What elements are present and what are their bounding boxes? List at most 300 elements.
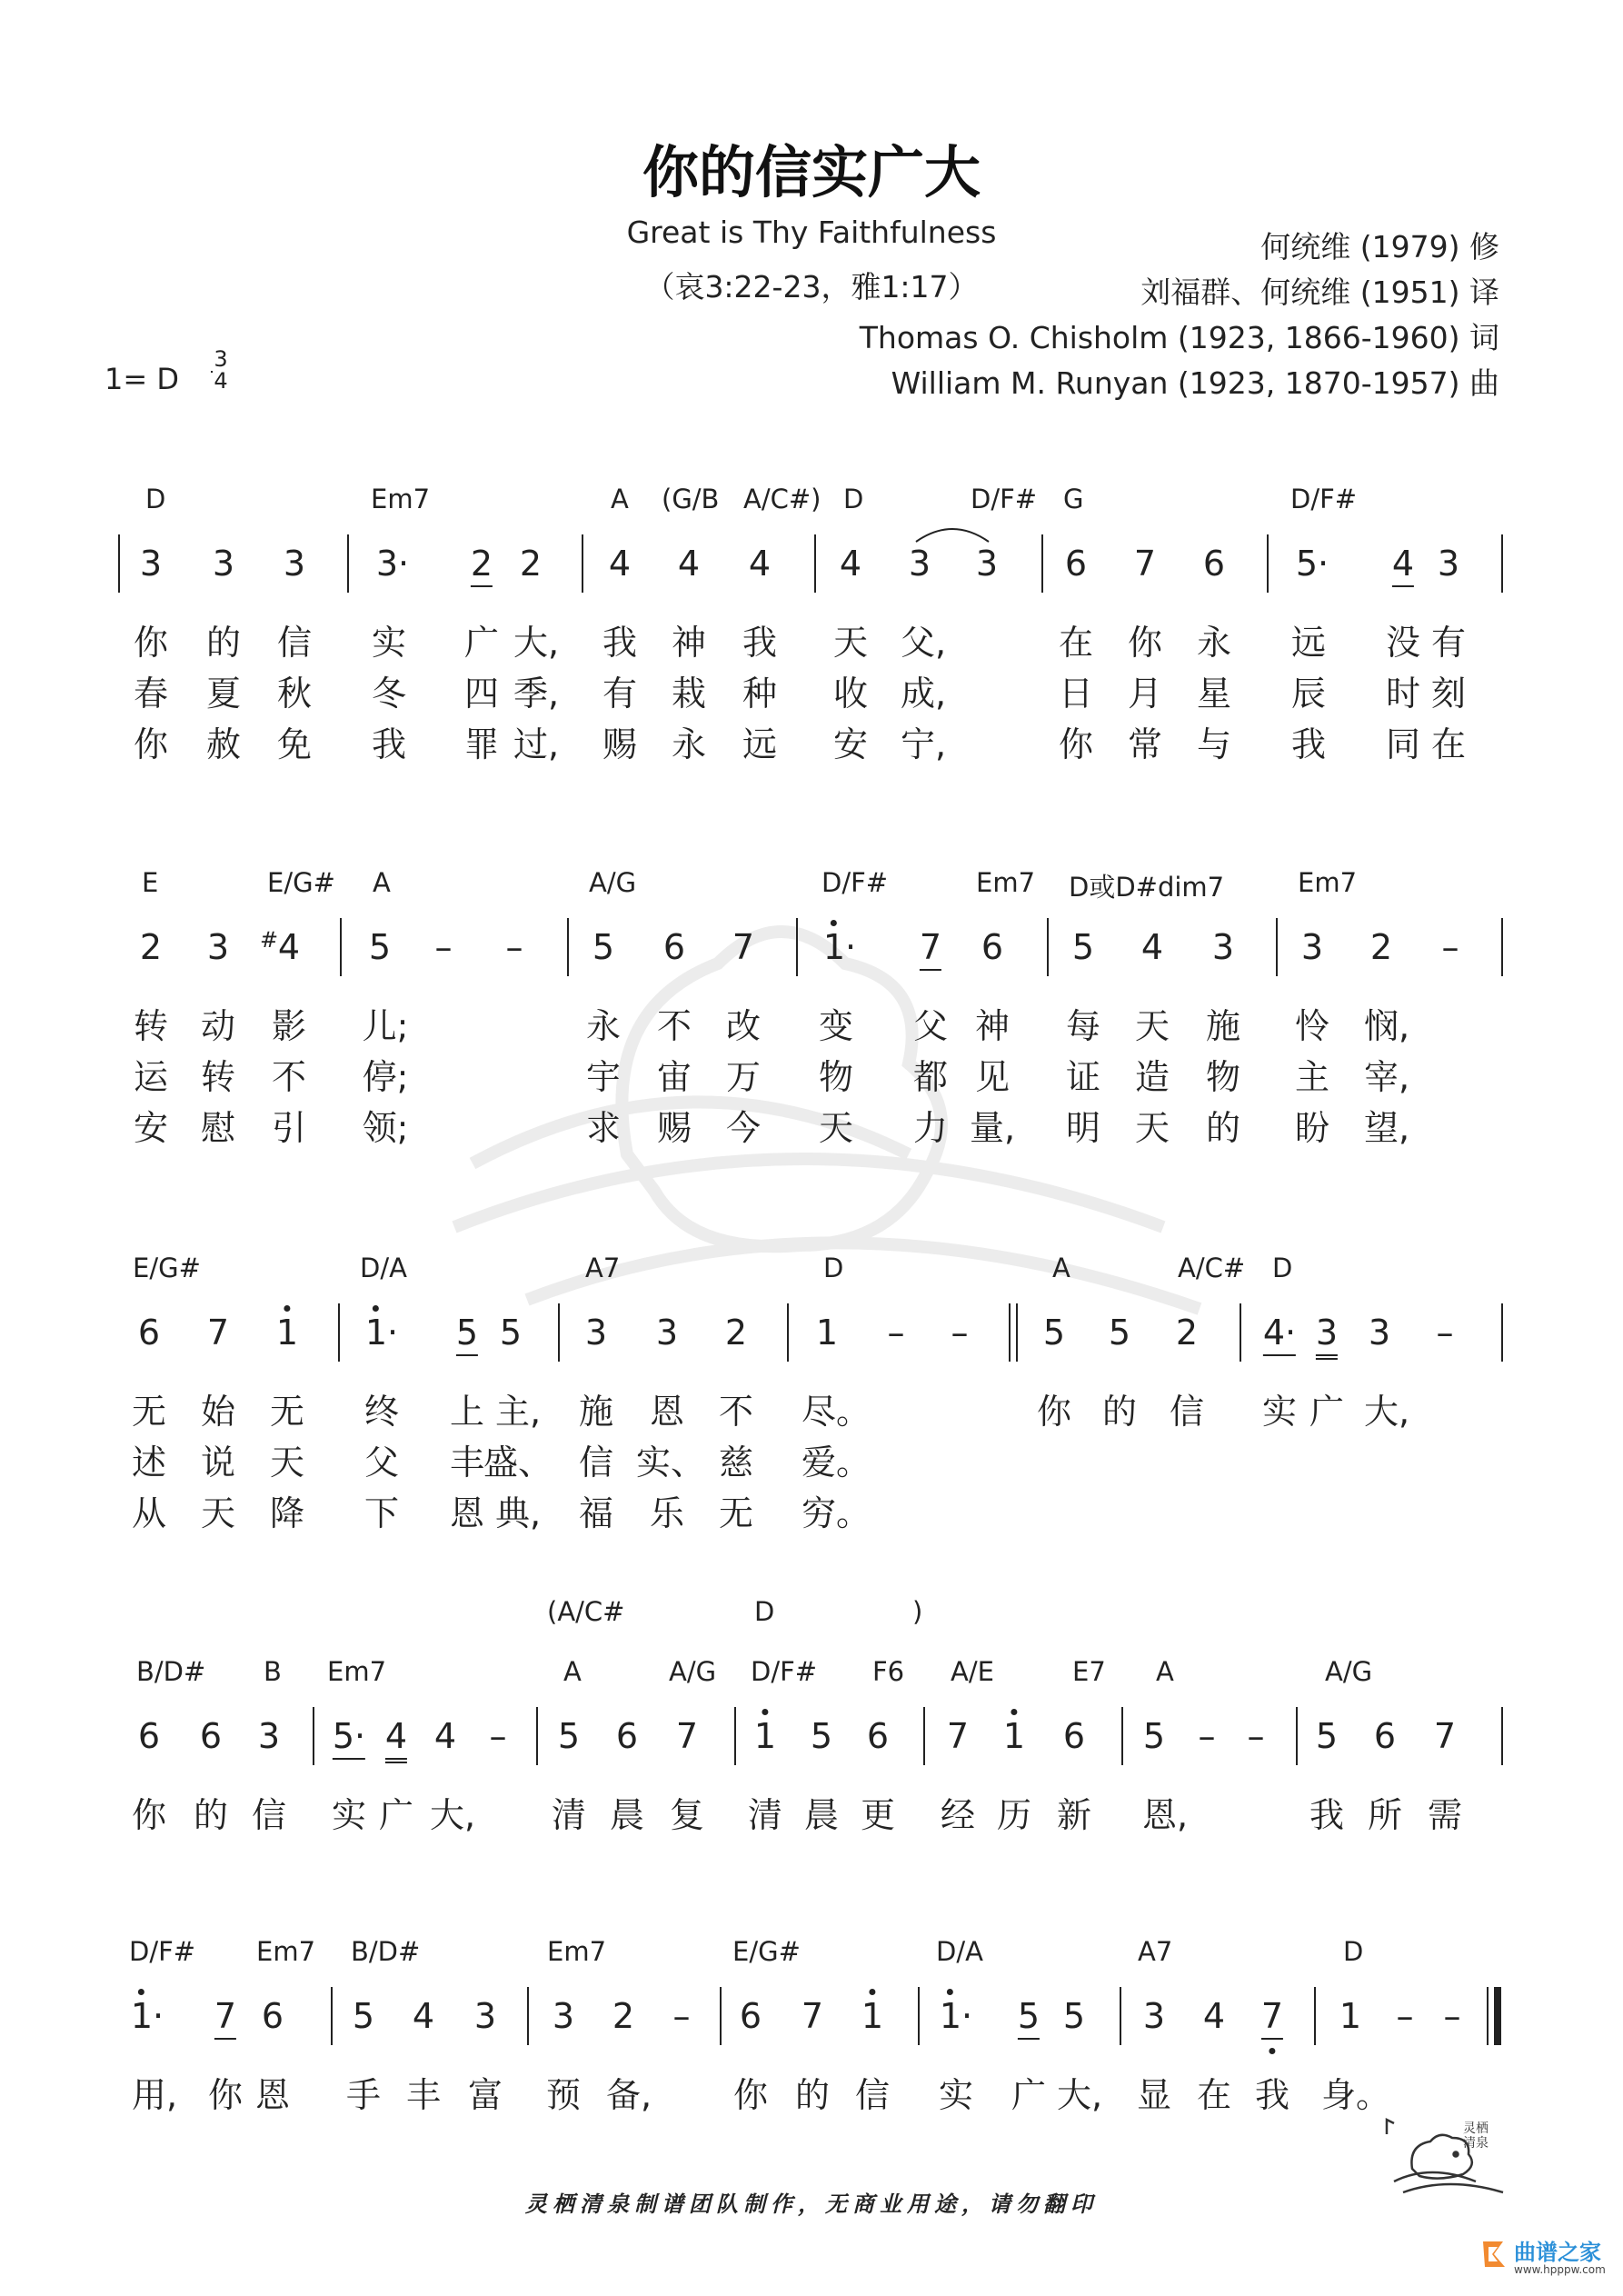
scripture-reference: （哀3:22-23，雅1:17） [644,269,979,304]
barline [347,534,349,593]
lyric-char: 说 [200,1442,236,1482]
lyric-char: 你 [133,623,169,663]
lyric-char: 慰 [200,1108,236,1148]
lyric-char: 信 [1169,1392,1205,1432]
note: 4 [608,544,632,584]
barline [787,1303,789,1362]
note: 6 [1373,1716,1397,1756]
note-label: 1· [939,1996,973,2036]
chord: D/F# [751,1656,818,1687]
note: 6 [199,1716,223,1756]
chord: Em7 [256,1936,316,1967]
note: 3 [1437,544,1460,584]
lyric-char: 身。 [1320,2075,1391,2115]
lyric-char: 需 [1427,1795,1463,1835]
chord: (G/B [662,484,720,514]
lyric-char: 时 [1385,674,1421,714]
note: 4 [839,544,862,584]
lyric-char: 盼 [1294,1108,1330,1148]
note: 5· [333,1716,365,1760]
chord: A/G [589,867,637,898]
barline [313,1707,314,1765]
lyric-char: 永 [671,724,707,764]
note: 6 [981,927,1004,967]
note: 7 [1133,544,1157,584]
lyric-char: 的 [1205,1108,1241,1148]
lyric-char: 我 [602,623,638,663]
barline [1267,534,1269,593]
barline [1501,1303,1503,1362]
lyric-char: 神 [974,1006,1011,1046]
lyric-char: 在 [1058,623,1094,663]
lyric-char: 更 [860,1795,896,1835]
lyric-char: 力 [912,1108,949,1148]
lyric-char: 春 [133,674,169,714]
note: 6 [1064,544,1088,584]
lyric-char: 你 [131,1795,167,1835]
lyric-char: 无 [131,1392,167,1432]
note: 3 [552,1996,575,2036]
barline [1296,1707,1298,1765]
note: 4 [385,1716,407,1763]
lyric-char: 父, [900,623,947,663]
lyric-char: 穷。 [801,1493,871,1533]
barline [118,534,120,593]
chord: A/G [669,1656,717,1687]
lyric-char: 经 [940,1795,976,1835]
note: 4 [412,1996,435,2036]
lyric-char: 宁, [900,724,947,764]
chord: A [563,1656,582,1687]
chord: F6 [872,1656,905,1687]
chord: A/C#) [743,484,821,514]
barline [1501,918,1503,976]
note: 5 [1108,1313,1131,1353]
barline [331,1987,333,2045]
note: – [1247,1716,1265,1756]
chord: D/F# [1290,484,1358,514]
logo-text: 灵栖清泉 [1463,2121,1489,2151]
lyric-char: 日 [1058,674,1094,714]
lyric-char: 领; [362,1108,409,1148]
lyric-char: 常 [1127,724,1163,764]
lyric-char: 你 [133,724,169,764]
note: 6 [739,1996,762,2036]
note: 6 [662,927,686,967]
lyric-char: 赐 [602,724,638,764]
lyric-char: 怜 [1294,1006,1330,1046]
chord: D/F# [821,867,889,898]
lyric-char: 过, [513,724,560,764]
lyric-char: 改 [725,1006,762,1046]
lyric-char: 天 [818,1108,854,1148]
lyric-char: 永 [1196,623,1232,663]
lyric-char: 广 [1011,2075,1047,2115]
credit-composer: William M. Runyan (1923, 1870-1957) 曲 [891,365,1499,401]
note: 6 [137,1716,161,1756]
lyric-char: 变 [818,1006,854,1046]
lyric-char: 量, [969,1108,1016,1148]
note: – [489,1716,507,1756]
lyric-char: 用, [131,2075,178,2115]
chord: A/G [1325,1656,1373,1687]
note: 3 [257,1716,281,1756]
note: 6 [615,1716,639,1756]
note: – [1198,1716,1216,1756]
lyric-char: 每 [1065,1006,1101,1046]
lyric-char: 的 [193,1795,229,1835]
barline [582,534,583,593]
note: 6 [137,1313,161,1353]
lyric-char: 降 [269,1493,305,1533]
note: 1 [815,1313,839,1353]
note: 4· [1263,1313,1296,1356]
credit-lyricist: Thomas O. Chisholm (1923, 1866-1960) 词 [859,320,1499,355]
note-high [823,927,856,967]
song-subtitle: Great is Thy Faithfulness [626,215,997,250]
lyric-char: 信 [854,2075,891,2115]
note-high [940,1996,972,2036]
note-label: 1 [753,1716,777,1756]
lyric-char: 我 [1290,724,1327,764]
final-barline-thick [1494,1987,1501,2045]
lyric-char: 罪 [463,724,500,764]
lyric-char: 转 [133,1006,169,1046]
note: 2 [1175,1313,1199,1353]
lyric-char: 运 [133,1057,169,1097]
note: 4 [277,927,301,967]
lyric-char: 信 [251,1795,287,1835]
lyric-char: 远 [1290,623,1327,663]
note: 5 [1315,1716,1339,1756]
lyric-char: 四 [463,674,500,714]
lyric-char: 月 [1127,674,1163,714]
tie-slur [912,522,992,545]
lyric-char: 新 [1056,1795,1092,1835]
lyric-char: 远 [742,724,778,764]
lyric-char: 在 [1196,2075,1232,2115]
lyric-char: 清 [551,1795,587,1835]
note: 2 [612,1996,635,2036]
lyric-char: 你 [1127,623,1163,663]
note: 3 [206,927,230,967]
lyric-char: 我 [371,724,407,764]
chord: ) [912,1596,923,1627]
lyric-char: 施 [578,1392,614,1432]
barline [1501,1707,1503,1765]
octave-dot [1270,2048,1276,2054]
lyric-char: 造 [1134,1057,1170,1097]
barline [1120,1987,1121,2045]
lyric-char: 在 [1430,724,1467,764]
note: 3 [655,1313,679,1353]
note: 7 [801,1996,824,2036]
lyric-char: 无 [269,1392,305,1432]
barline [338,1303,340,1362]
lyric-char: 大, [1363,1392,1410,1432]
note: 4 [433,1716,457,1756]
lyric-char: 天 [832,623,869,663]
chord: Em7 [1298,867,1358,898]
lyric-char: 都 [912,1057,949,1097]
lyric-char: 宇 [585,1057,622,1097]
lyric-char: 恩, [1141,1795,1189,1835]
note: 4 [677,544,701,584]
note: 2 [1369,927,1393,967]
note: 6 [866,1716,890,1756]
note: 5 [810,1716,833,1756]
chord: Em7 [371,484,431,514]
chord: Em7 [547,1936,607,1967]
note-label: 1 [861,1996,884,2036]
note: 3 [975,544,999,584]
barline [1121,1707,1123,1765]
lyric-char: 见 [974,1057,1011,1097]
lyric-char: 停; [362,1057,409,1097]
lyric-char: 广 [1309,1392,1345,1432]
time-signature-bottom: 4 [214,368,228,394]
lyric-char: 引 [271,1108,307,1148]
lyric-char: 的 [1101,1392,1138,1432]
note: 7 [920,927,941,971]
lyric-char: 没 [1385,623,1421,663]
lyric-char: 永 [585,1006,622,1046]
lyric-char: 成, [900,674,947,714]
note: 4 [1202,1996,1226,2036]
lyric-char: 广 [378,1795,414,1835]
lyric-char: 今 [725,1108,762,1148]
note-label: 1 [275,1313,299,1353]
note-label: 1· [364,1313,399,1353]
lyric-char: 富 [467,2075,503,2115]
lyric-char: 我 [742,623,778,663]
lyric-char: 施 [1205,1006,1241,1046]
note: 3 [283,544,306,584]
lyric-char: 证 [1065,1057,1101,1097]
lyric-char: 同 [1385,724,1421,764]
time-signature-top: 3 [214,346,228,372]
lyric-char: 历 [996,1795,1032,1835]
octave-dot [373,1305,379,1312]
final-barline-thin [1487,1987,1489,2045]
barline [558,1303,560,1362]
lyric-char: 物 [818,1057,854,1097]
note: 2 [724,1313,748,1353]
chord: A [1052,1253,1070,1283]
note-high [754,1716,776,1756]
lyric-char: 儿; [362,1006,409,1046]
credit-translation: 刘福群、何统维 (1951) 译 [1140,275,1499,310]
note: 7 [214,1996,236,2040]
lyric-char: 述 [131,1442,167,1482]
note: 5 [1062,1996,1086,2036]
lyric-char: 你 [1058,724,1094,764]
note: – [1396,1996,1414,2036]
lyric-char: 季, [513,674,560,714]
lyric-char: 尽。 [801,1392,871,1432]
barline [1314,1987,1316,2045]
sharp-sign: # [259,927,279,953]
lyric-char: 的 [205,623,242,663]
note-high [276,1313,298,1353]
site-logo-icon [1479,2236,1510,2272]
barline [527,1987,529,2045]
lyric-char: 夏 [205,674,242,714]
note: 2 [139,927,163,967]
note: – [951,1313,969,1353]
lyric-char: 你 [732,2075,769,2115]
lyric-char: 天 [269,1442,305,1482]
note: 3 [1300,927,1324,967]
barline [340,918,342,976]
lyric-char: 悯, [1363,1006,1410,1046]
lyric-char: 的 [794,2075,831,2115]
lyric-char: 栽 [671,674,707,714]
chord: Em7 [327,1656,387,1687]
chord: D或D#dim7 [1069,872,1225,903]
lyric-char: 望, [1363,1108,1410,1148]
note: 4 [748,544,772,584]
lyric-char: 我 [1309,1795,1345,1835]
lyric-char: 免 [276,724,313,764]
note: 2 [471,544,493,587]
chord: D/A [360,1253,407,1283]
chord: E [142,867,159,898]
lyric-char: 明 [1065,1108,1101,1148]
note: 6 [1062,1716,1086,1756]
lyric-char: 动 [200,1006,236,1046]
chord: E/G# [133,1253,201,1283]
lyric-char: 万 [725,1057,762,1097]
lyric-char: 我 [1254,2075,1290,2115]
octave-dot [870,1989,876,1995]
lyric-char: 晨 [609,1795,645,1835]
octave-dot [831,920,837,926]
lyric-char: 求 [585,1108,622,1148]
lyric-char: 安 [832,724,869,764]
note: 4 [1140,927,1164,967]
note: 3 [1368,1313,1391,1353]
lyric-char: 安 [133,1108,169,1148]
barline [814,534,816,593]
chord: D [1343,1936,1364,1967]
lyric-char: 与 [1196,724,1232,764]
lyric-char: 父 [363,1442,400,1482]
site-url: www.hpppw.com [1514,2263,1606,2276]
site-mark [1479,2232,1616,2287]
note: 3 [473,1996,497,2036]
lyric-char: 不 [718,1392,754,1432]
chord: (A/C# [547,1596,625,1627]
lyric-char: 种 [742,674,778,714]
lyric-char: 主, [494,1392,542,1432]
barline [1501,534,1503,593]
time-signature-line [211,371,213,373]
publisher-logo [1376,2109,1512,2209]
lyric-char: 辰 [1290,674,1327,714]
note: 7 [946,1716,970,1756]
note: 6 [1202,544,1226,584]
note: 3 [1316,1313,1338,1360]
barline [1276,918,1278,976]
lyric-char: 冬 [371,674,407,714]
lyric-char: 乐 [649,1493,685,1533]
lyric-char: 赐 [656,1108,692,1148]
lyric-char: 秋 [276,674,313,714]
note: 5 [352,1996,375,2036]
barline [734,1707,736,1765]
chord: A [611,484,629,514]
site-name: 曲谱之家 [1514,2240,1601,2265]
lyric-char: 无 [718,1493,754,1533]
lyric-char: 所 [1367,1795,1403,1835]
lyric-char: 父 [912,1006,949,1046]
note-high [861,1996,883,2036]
octave-dot [762,1709,769,1715]
note: 7 [206,1313,230,1353]
chord: G [1063,484,1084,514]
lyric-char: 从 [131,1493,167,1533]
note: 3 [1211,927,1235,967]
lyric-char: 有 [602,674,638,714]
lyric-char: 转 [200,1057,236,1097]
octave-dot [1011,1709,1018,1715]
double-barline-thin [1009,1303,1011,1362]
chord: D [823,1253,844,1283]
lyric-char: 恩 [254,2075,291,2115]
lyric-char: 恩 [449,1493,485,1533]
note: 7 [732,927,755,967]
note: – [434,927,453,967]
chord: A/C# [1178,1253,1246,1283]
note: 5 [1142,1716,1166,1756]
chord: Em7 [976,867,1036,898]
barline [567,918,569,976]
lyric-char: 显 [1136,2075,1172,2115]
note: 3 [1142,1996,1166,2036]
note: 5 [499,1313,523,1353]
note: 5 [1071,927,1095,967]
chord: B/D# [351,1936,421,1967]
chord: B [264,1656,282,1687]
lyric-char: 大, [429,1795,476,1835]
chord: D [843,484,864,514]
note: 3 [908,544,931,584]
note: 3· [375,544,410,584]
barline [796,918,798,976]
note-high [1003,1716,1025,1756]
lyric-char: 丰 [405,2075,442,2115]
note: – [505,927,523,967]
octave-dot [284,1305,291,1312]
lyric-char: 爱。 [801,1442,871,1482]
note: – [887,1313,905,1353]
barline [720,1987,722,2045]
chord: D [754,1596,775,1627]
lyric-char: 有 [1430,623,1467,663]
lyric-char: 影 [271,1006,307,1046]
note: 2 [519,544,543,584]
lyric-char: 星 [1196,674,1232,714]
note-label: 7 [1260,1996,1284,2036]
chord: A [373,867,391,898]
lyric-char: 收 [832,674,869,714]
note: 5 [368,927,392,967]
lyric-char: 上 [449,1392,485,1432]
lyric-char: 实 [938,2075,974,2115]
barline [536,1707,538,1765]
note: 5 [1042,1313,1066,1353]
